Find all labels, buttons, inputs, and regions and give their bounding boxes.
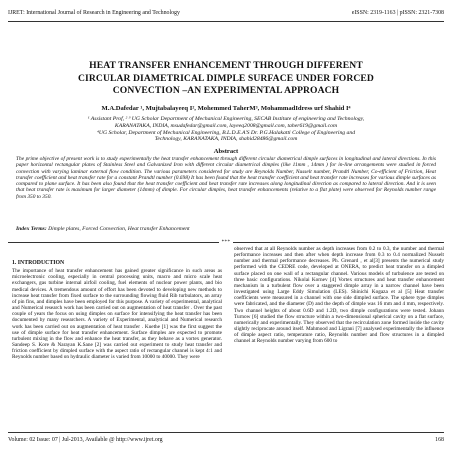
title-line: CONVECTION –AN EXPERIMENTAL APPROACH [112, 85, 340, 96]
title-line: CIRCULAR DIAMETRICAL DIMPLE SURFACE UNDER FORCED [78, 72, 374, 84]
page-number: 168 [435, 436, 444, 443]
abstract-text: The prime objective of present work is to study experimentally the heat transfer enhancement through different circular diametrical dimple surfaces in longitudinal and lateral directions. In this paper horizontal rectangular plates of Stainless Steel and Galvanized Iron with different circular diametrical dimples (like 11mm , 14mm ) for in-line arrangements were studied in forced convection with varying laminar external flow condition. The various parameters considered for study are Reynolds Number, Nusselt number, Prandtl Number, Co-efficient of Friction, Heat transfer coefficient and heat transfer rate for a constant Prandtl number (0.698) It has been found that the heat transfer coefficient and heat transfer rate increases for various dimple surfaces as compared to plane surface. It has been also found that the heat transfer coefficient and heat transfer rate increases along longitudinal direction as compared to lateral direction. And it is seen that heat transfer rate is maximum for larger diameter (14mm) of dimple. For circular dimples, heat transfer enhancements (relative to a flat plate) were observed for Reynolds number range from 350 to 350. [16, 156, 436, 200]
intro-paragraph-right: observed that at all Reynolds number as depth increases from 0.2 to 0.3, the number and thermal performance increases and then after when depth increase from 0.3 to 0.4 normalized Nusselt number and thermal performance decreases. Ph. Grenard , et al[3] presents the numerical study performed with the CEDRE code, developed at ONERA, to predict heat transfer on a dimpled surface placed on one wall of a rectangular channel. Various models of turbulence are tested on three basic configurations. Nikolai Kornev [4] Vortex structures and heat transfer enhancement mechanism in a turbulent flow over a staggered dimple array in a narrow channel have been investigated using Large Eddy Simulation (LES). Shinichi Kogaza et al [5] Heat transfer coefficients were measured in a channel with one side dimpled surface. The sphere type dimples were fabricated, and the diameter (D) and the depth of dimple was 16 mm and 4 mm, respectively. Two channel heights of about 0.6D and 1.2D, two dimple configurations were tested. Johann Turnow [6] studied the flow structure within a two-dimensional spherical cavity on a flat surface, numerically and experimentally. They observed that the recirculation zone formed inside the cavity slightly reciprocate around itself. Mahmood and Ligrani [7] analysed experimentally the influence of dimple aspect ratio, temperature ratio, Reynolds number and flow structures in a dimpled channel at Reynolds number varying from 600 to [234, 246, 444, 345]
section-heading-introduction: 1. INTRODUCTION [12, 260, 65, 266]
intro-paragraph-left: The importance of heat transfer enhancement has gained greater significance in such areas as microelectronic cooling, especially in central processing units, macro and micro scale heat exchangers, gas turbine internal airfoil cooling, fuel elements of nuclear power plants, and bio medical devices. A tremendous amount of effort has been devoted to developing new methods to increase heat transfer from fixed surface to the surrounding flowing fluid Rib turbulators, an array of pin fins, and dimples have been employed for this purpose. A variety of experimental, analytical and Numerical research work has been carried out on augmentation of heat transfer . Over the past couple of years the focus on using dimples on surface for intensifying the heat transfer has been documented by many researchers. A variety of Experimental, analytical and Numerical research work has been carried out on augmentation of heat transfer . Kuethe [1] was the first suggest the use of dimple surface for heat transfer enhancement. Surface dimples are expected to promote turbulent mixing in the flow and enhance the heat transfer, as they behave as a vortex generator. Sandeep S. Kore & Narayan K.Sane [2] was carried out experiment to study heat transfer and friction coefficient by dimpled surface with the aspect ratio of rectangular channel is kept 4:1 and Reynolds number based on hydraulic diameter is varied from 10000 to 40000. They were [12, 268, 222, 361]
running-header [8, 7, 444, 18]
title-line: HEAT TRANSFER ENHANCEMENT THROUGH DIFFERENT [89, 60, 363, 71]
journal-issn: eISSN: 2319-1163 | pISSN: 2321-7308 [351, 9, 444, 16]
volume-info: Volume: 02 Issue: 07 | Jul-2013, Available @ http://www.ijret.org [8, 436, 163, 443]
divider-line-left [8, 242, 219, 243]
divider-stars: *** [221, 239, 231, 245]
divider-line-right [233, 242, 444, 243]
journal-name: IJRET: International Journal of Research in Engineering and Technology [8, 9, 180, 16]
index-terms [16, 226, 436, 233]
affiliation-line: ⁴UG Scholar, Department of Mechanical Engineering, B.L.D.E.A'S Dr. P.G.Halakatti College of Engineering and [96, 129, 356, 136]
affiliations [20, 116, 432, 143]
section-divider [8, 238, 444, 246]
index-terms-value: Dimple plates, Forced Convection, Heat transfer Enhancement [48, 226, 190, 232]
header-rule [8, 21, 444, 22]
index-terms-label: Index Terms: [16, 226, 47, 232]
running-footer [8, 434, 444, 445]
author-list: M.A.Dafedar ¹, Mujtabalayeeq I², Mohemmed TaherM³, MohammadIdress urf Shahid I⁴ [101, 105, 351, 112]
affiliation-line: Technology, KARANATAKA, INDIA, shahid28486@gmail.com [154, 136, 298, 143]
right-column [234, 246, 444, 432]
affiliation-line: ¹ Assistant Prof, ² ³ UG Scholar Department of Mechanical Engineering, SECAB Institute of engineering and Technology, [87, 116, 365, 122]
left-column [12, 252, 222, 432]
abstract-heading: Abstract [213, 148, 239, 155]
paper-title [30, 60, 422, 98]
affiliation-line: KARANATAKA, INDIA, msudafedar@gmail.com, layeeq2008@gmail.com, taher619@gmail.com [114, 122, 338, 129]
footer-rule [8, 432, 444, 433]
